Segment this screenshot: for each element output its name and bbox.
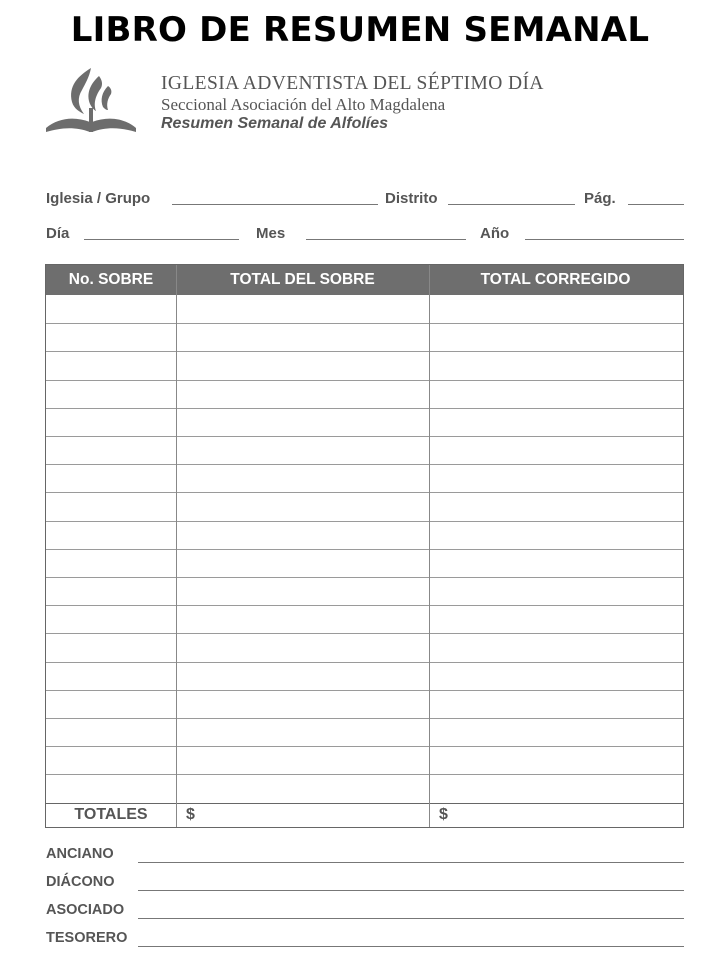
signature-label: ASOCIADO	[46, 902, 125, 918]
signature-row	[46, 846, 684, 868]
signature-label: DIÁCONO	[46, 874, 115, 890]
header-total-del-sobre: TOTAL DEL SOBRE	[230, 271, 375, 288]
header-no-sobre: No. SOBRE	[68, 271, 154, 288]
header-total-corregido: TOTAL CORREGIDO	[480, 271, 631, 288]
signature-row	[46, 902, 684, 924]
dia-label: Día	[46, 225, 70, 242]
table-row[interactable]	[46, 464, 683, 465]
organization-section: Seccional Asociación del Alto Magdalena	[161, 95, 446, 114]
distrito-line[interactable]	[448, 204, 575, 205]
fields-row-2	[46, 225, 684, 247]
distrito-label: Distrito	[385, 190, 438, 207]
banner-title: LIBRO DE RESUMEN SEMANAL	[70, 10, 650, 50]
total-corregido-currency: $	[439, 806, 448, 823]
table-row[interactable]	[46, 690, 683, 691]
table-row[interactable]	[46, 718, 683, 719]
iglesia-grupo-line[interactable]	[172, 204, 378, 205]
table-row[interactable]	[46, 774, 683, 775]
totals-row-divider	[46, 803, 683, 804]
table-row[interactable]	[46, 492, 683, 493]
table-row[interactable]	[46, 746, 683, 747]
signature-line[interactable]	[138, 862, 684, 863]
signature-line[interactable]	[138, 890, 684, 891]
totales-label: TOTALES	[74, 806, 148, 823]
table-row[interactable]	[46, 577, 683, 578]
column-divider	[176, 265, 177, 827]
table-row[interactable]	[46, 408, 683, 409]
document-title: Resumen Semanal de Alfolíes	[161, 115, 389, 132]
dia-line[interactable]	[84, 239, 239, 240]
organization-header	[161, 74, 544, 132]
signature-label: TESORERO	[46, 930, 128, 946]
signature-line[interactable]	[138, 918, 684, 919]
iglesia-grupo-label: Iglesia / Grupo	[46, 190, 151, 207]
signature-line[interactable]	[138, 946, 684, 947]
table-row[interactable]	[46, 549, 683, 550]
total-sobre-currency: $	[186, 806, 195, 823]
table-row[interactable]	[46, 633, 683, 634]
envelope-summary-table	[45, 264, 684, 828]
fields-row-1	[46, 190, 684, 212]
pag-line[interactable]	[628, 204, 684, 205]
church-logo-icon	[44, 62, 138, 136]
organization-name: IGLESIA ADVENTISTA DEL SÉPTIMO DÍA	[161, 73, 544, 94]
mes-line[interactable]	[306, 239, 466, 240]
mes-label: Mes	[256, 225, 286, 242]
pag-label: Pág.	[584, 190, 616, 207]
table-row[interactable]	[46, 521, 683, 522]
table-row[interactable]	[46, 323, 683, 324]
table-row[interactable]	[46, 380, 683, 381]
table-row[interactable]	[46, 662, 683, 663]
table-header	[46, 265, 683, 295]
signature-row	[46, 930, 684, 952]
column-divider	[429, 265, 430, 827]
signature-row	[46, 874, 684, 896]
anio-line[interactable]	[525, 239, 684, 240]
table-row[interactable]	[46, 351, 683, 352]
anio-label: Año	[480, 225, 510, 242]
signature-label: ANCIANO	[46, 846, 114, 862]
table-row[interactable]	[46, 436, 683, 437]
table-row[interactable]	[46, 605, 683, 606]
